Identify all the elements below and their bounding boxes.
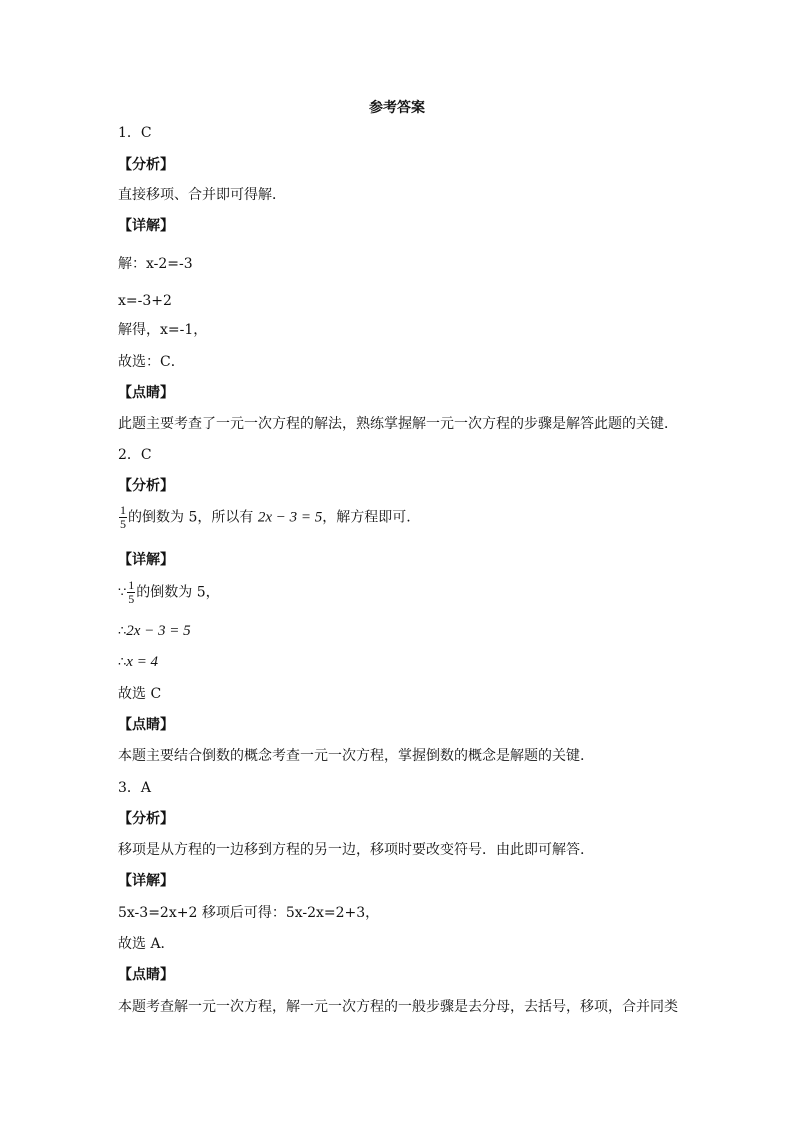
q2-step2: ∴2x − 3 = 5 xyxy=(118,623,191,639)
q3-step2: 故选 A． xyxy=(118,936,175,952)
q3-step1: 5x-3=2x+2 移项后可得：5x-2x=2+3， xyxy=(118,905,380,921)
q3-answer: 3．A xyxy=(118,780,152,796)
q3-analysis: 移项是从方程的一边移到方程的另一边，移项时要改变符号．由此即可解答. xyxy=(118,842,585,858)
q2-detail-label: 【详解】 xyxy=(118,552,174,568)
q2-step3: ∴x = 4 xyxy=(118,654,159,670)
q2-step4: 故选 C xyxy=(118,686,162,702)
q1-step4: 故选：C． xyxy=(118,354,185,370)
q2-analysis-label: 【分析】 xyxy=(118,478,174,494)
q3-comment-label: 【点睛】 xyxy=(118,967,174,983)
fraction-one-fifth: $\frac{1}{5}$ xyxy=(120,503,126,531)
because-symbol: ∵ xyxy=(118,585,127,601)
q1-comment-label: 【点睛】 xyxy=(118,385,174,401)
q1-analysis-label: 【分析】 xyxy=(118,157,174,173)
q1-answer: 1．C xyxy=(118,125,152,141)
q2-answer: 2．C xyxy=(118,447,152,463)
q2-comment-label: 【点睛】 xyxy=(118,717,174,733)
fraction-one-fifth: $\frac{1}{5}$ xyxy=(128,578,135,606)
q1-comment: 此题主要考查了一元一次方程的解法，熟练掌握解一元一次方程的步骤是解答此题的关键． xyxy=(118,416,678,432)
q3-analysis-label: 【分析】 xyxy=(118,811,174,827)
q2-step1: ∵ $\frac{1}{5}$ 的倒数为 5， xyxy=(118,578,220,606)
q2-analysis: $\frac{1}{5}$ 的倒数为 5，所以有 2x − 3 = 5，解方程即可. xyxy=(120,503,411,531)
q1-step1: 解：x-2=-3 xyxy=(118,256,193,272)
therefore-symbol: ∴ xyxy=(118,655,127,670)
q3-comment: 本题考查解一元一次方程，解一元一次方程的一般步骤是去分母，去括号，移项，合并同类 xyxy=(118,999,678,1015)
q2-comment: 本题主要结合倒数的概念考查一元一次方程，掌握倒数的概念是解题的关键. xyxy=(118,748,585,764)
q3-detail-label: 【详解】 xyxy=(118,873,174,889)
page-title: 参考答案 xyxy=(369,100,425,116)
q1-detail-label: 【详解】 xyxy=(118,218,174,234)
q1-analysis: 直接移项、合并即可得解． xyxy=(118,187,286,203)
therefore-symbol: ∴ xyxy=(118,624,127,639)
q1-step2: x=-3+2 xyxy=(118,293,172,309)
q1-step3: 解得，x=-1， xyxy=(118,322,208,338)
